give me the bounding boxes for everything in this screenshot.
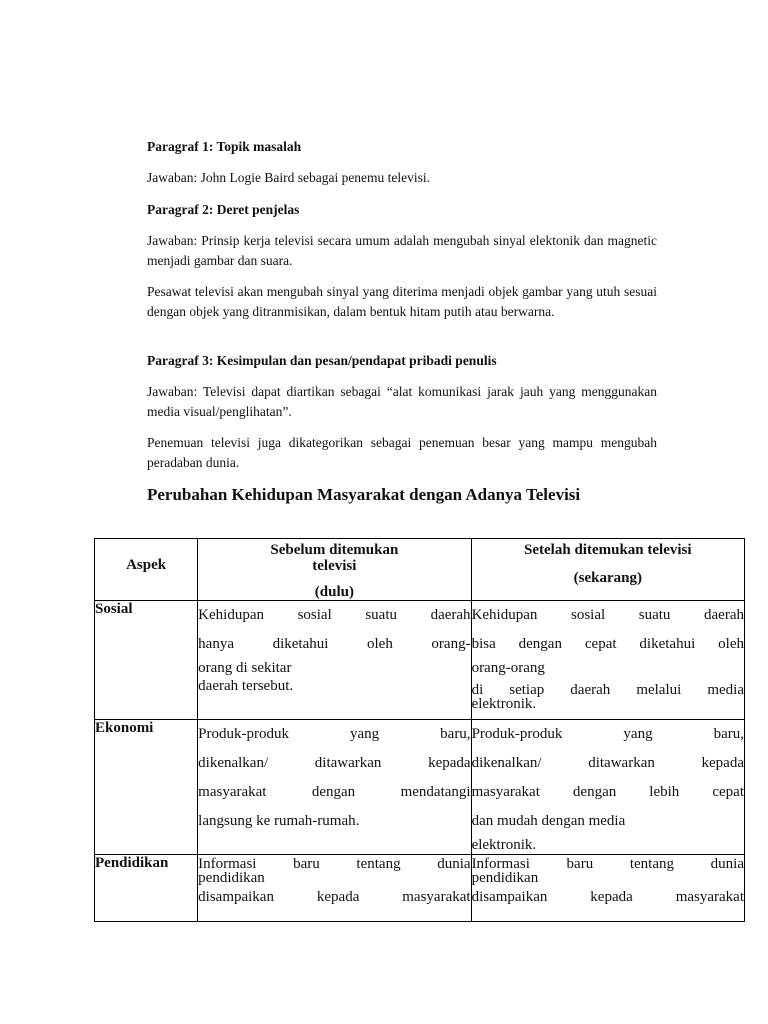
section-heading: Paragraf 2: Deret penjelas: [147, 202, 300, 217]
cell-line: masyarakat dengan lebih cepat: [471, 784, 744, 800]
cell-after: [471, 720, 744, 855]
cell-line: pendidikan: [198, 870, 265, 886]
cell-line: daerah tersebut.: [198, 678, 294, 694]
cell-line: Informasi baru tentang dunia: [198, 856, 471, 872]
cell-line: masyarakat dengan mendatangi: [198, 784, 471, 800]
cell-line: disampaikan kepada masyarakat: [198, 889, 471, 905]
section-heading: Paragraf 3: Kesimpulan dan pesan/pendapat pribadi penulis: [147, 353, 497, 368]
header-after: [471, 539, 744, 601]
cell-line: orang di sekitar: [198, 660, 292, 676]
header-aspect-label: Aspek: [126, 557, 167, 573]
cell-line: dan mudah dengan media: [471, 813, 626, 829]
paragraph: Jawaban: Prinsip kerja televisi secara umum adalah mengubah sinyal elektonik dan magnetic menjadi gambar dan suara.: [147, 233, 657, 268]
cell-line: hanya diketahui oleh orang-: [198, 636, 471, 652]
cell-after: [471, 855, 744, 922]
header-before-line: televisi: [312, 558, 357, 574]
cell-before: [198, 855, 471, 922]
table-header-row: [95, 539, 745, 601]
cell-line: di setiap daerah melalui media: [471, 682, 744, 698]
cell-line: Kehidupan sosial suatu daerah: [471, 607, 744, 623]
cell-line: Produk-produk yang baru,: [198, 726, 471, 742]
cell-before: [198, 720, 471, 855]
cell-line: dikenalkan/ ditawarkan kepada: [471, 755, 744, 771]
cell-line: disampaikan kepada masyarakat: [471, 889, 744, 905]
header-after-line: Setelah ditemukan televisi: [524, 542, 692, 558]
row-aspect: Pendidikan: [95, 855, 198, 922]
cell-line: pendidikan: [471, 870, 539, 886]
cell-line: Informasi baru tentang dunia: [471, 856, 744, 872]
table-row: [95, 855, 745, 922]
cell-after: [471, 601, 744, 720]
section-heading: Paragraf 1: Topik masalah: [147, 139, 302, 154]
cell-line: dikenalkan/ ditawarkan kepada: [198, 755, 471, 771]
cell-line: bisa dengan cepat diketahui oleh: [471, 636, 744, 652]
header-aspect: [95, 539, 198, 601]
paragraph: Jawaban: Televisi dapat diartikan sebagai “alat komunikasi jarak jauh yang menggunakan media visual/penglihatan”.: [147, 384, 657, 419]
cell-line: elektronik.: [471, 837, 537, 853]
comparison-table: [94, 538, 745, 922]
table-row: [95, 601, 745, 720]
header-after-line: (sekarang): [573, 570, 642, 586]
table-title: Perubahan Kehidupan Masyarakat dengan Adanya Televisi: [147, 485, 581, 504]
paragraph: Pesawat televisi akan mengubah sinyal yang diterima menjadi objek gambar yang utuh sesuai dengan objek yang ditranmisikan, dalam bentuk hitam putih atau berwarna.: [147, 284, 657, 319]
cell-before: [198, 601, 471, 720]
cell-line: elektronik.: [471, 696, 537, 712]
cell-line: orang-orang: [471, 660, 545, 676]
cell-line: Kehidupan sosial suatu daerah: [198, 607, 471, 623]
cell-line: langsung ke rumah-rumah.: [198, 813, 360, 829]
table-row: [95, 720, 745, 855]
paragraph: Jawaban: John Logie Baird sebagai penemu televisi.: [147, 170, 431, 185]
paragraph: Penemuan televisi juga dikategorikan sebagai penemuan besar yang mampu mengubah peradaban dunia.: [147, 435, 657, 470]
header-before: [198, 539, 471, 601]
cell-line: Produk-produk yang baru,: [471, 726, 744, 742]
header-before-line: (dulu): [314, 584, 354, 600]
header-before-line: Sebelum ditemukan: [270, 542, 399, 558]
row-aspect: Sosial: [95, 601, 198, 720]
row-aspect: Ekonomi: [95, 720, 198, 855]
